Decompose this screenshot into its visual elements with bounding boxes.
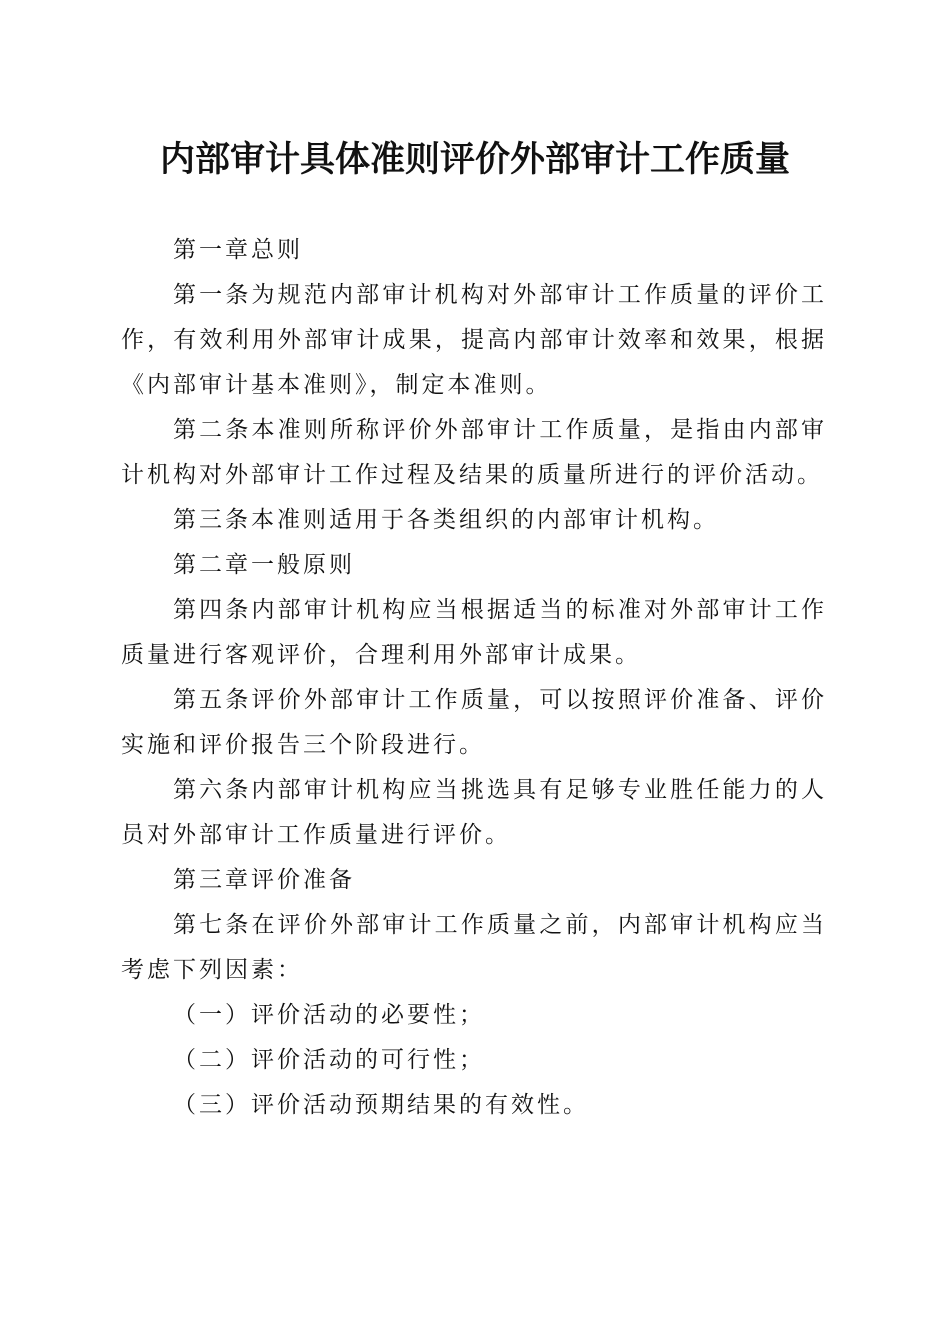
article-paragraph: 第六条内部审计机构应当挑选具有足够专业胜任能力的人员对外部审计工作质量进行评价。 — [121, 777, 827, 848]
list-item: （三）评价活动预期结果的有效性。 — [173, 1092, 589, 1118]
article-paragraph: 第二条本准则所称评价外部审计工作质量，是指由内部审计机构对外部审计工作过程及结果的质量所进行的评价活动。 — [121, 417, 827, 488]
article-paragraph: 第五条评价外部审计工作质量，可以按照评价准备、评价实施和评价报告三个阶段进行。 — [121, 687, 827, 758]
chapter-heading: 第二章一般原则 — [173, 552, 355, 578]
article-paragraph: 第一条为规范内部审计机构对外部审计工作质量的评价工作，有效利用外部审计成果，提高内部审计效率和效果，根据《内部审计基本准则》，制定本准则。 — [121, 282, 827, 398]
article-paragraph: 第七条在评价外部审计工作质量之前，内部审计机构应当考虑下列因素： — [121, 912, 827, 983]
list-item: （一）评价活动的必要性； — [173, 1002, 485, 1028]
chapter-heading: 第一章总则 — [173, 237, 303, 263]
document-body — [121, 228, 827, 1128]
document-title: 内部审计具体准则评价外部审计工作质量 — [159, 139, 790, 180]
list-item: （二）评价活动的可行性； — [173, 1047, 485, 1073]
chapter-heading: 第三章评价准备 — [173, 867, 355, 893]
article-paragraph: 第四条内部审计机构应当根据适当的标准对外部审计工作质量进行客观评价，合理利用外部审计成果。 — [121, 597, 827, 668]
article-paragraph: 第三条本准则适用于各类组织的内部审计机构。 — [173, 507, 719, 533]
